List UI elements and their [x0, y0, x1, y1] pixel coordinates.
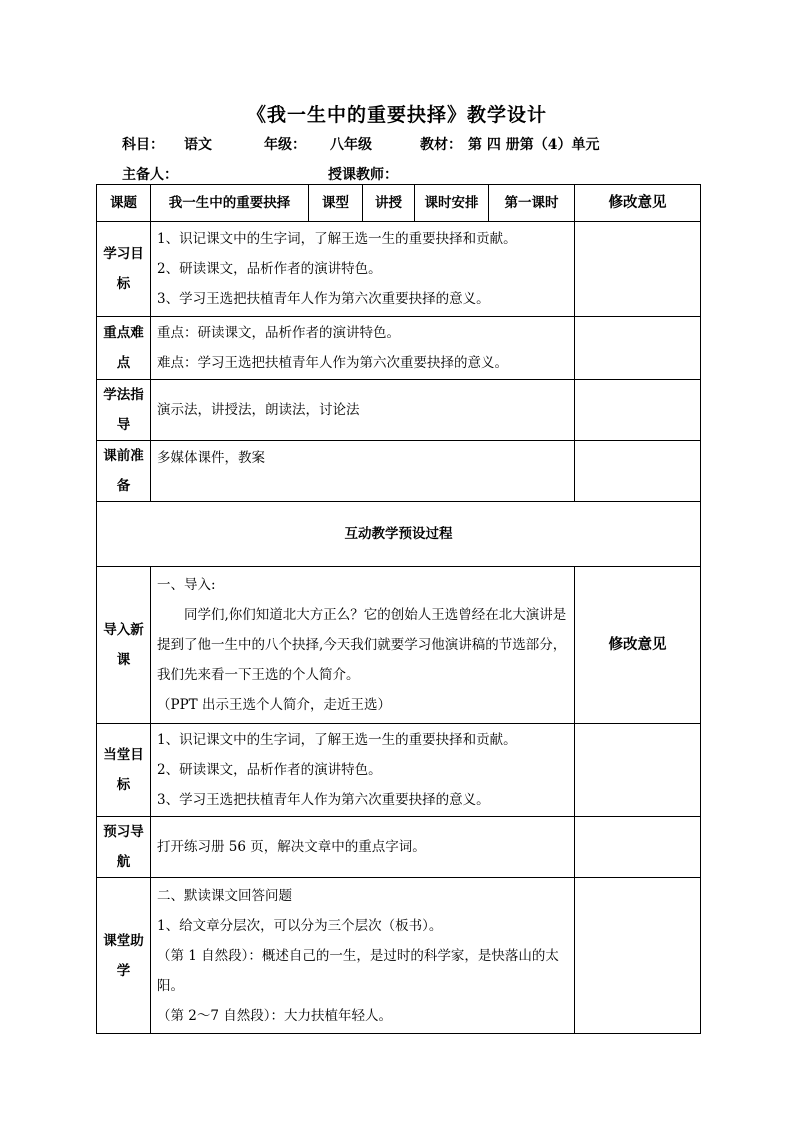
objectives-content	[151, 222, 575, 317]
teacher-label: 授课教师：	[328, 167, 398, 183]
intro-heading: 一、导入:	[157, 577, 216, 593]
schedule-value: 第一课时	[489, 185, 575, 222]
objectives-label: 学习目标	[97, 222, 151, 317]
section-row	[97, 502, 701, 567]
assist-line: 1、给文章分层次，可以分为三个层次（板书）。	[157, 917, 443, 934]
class-goals-revision-cell	[575, 724, 701, 817]
prep-label: 课前准备	[97, 441, 151, 502]
prep-row	[97, 441, 701, 502]
header-row	[97, 185, 701, 222]
topic-value: 我一生中的重要抉择	[151, 185, 309, 222]
class-goal-line: 2、研读课文，品析作者的演讲特色。	[157, 762, 382, 778]
section-title: 互动教学预设过程	[97, 502, 701, 567]
intro-revision-label: 修改意见	[575, 567, 701, 724]
assist-row	[97, 878, 701, 1034]
subject-value: 语文	[184, 137, 212, 153]
objectives-row	[97, 222, 701, 317]
key-points-revision-cell	[575, 317, 701, 380]
preview-label: 预习导航	[97, 817, 151, 878]
intro-note: （PPT 出示王选个人简介，走近王选）	[157, 697, 391, 713]
subject-label: 科目：	[122, 137, 164, 153]
class-goal-line: 3、学习王选把扶植青年人作为第六次重要抉择的意义。	[157, 792, 490, 808]
grade-label: 年级：	[264, 137, 306, 153]
preview-content: 打开练习册 56 页，解决文章中的重点字词。	[151, 817, 575, 878]
textbook-label: 教材：	[420, 137, 462, 153]
intro-content	[151, 567, 575, 724]
class-goal-line: 1、识记课文中的生字词，了解王选一生的重要抉择和贡献。	[157, 732, 517, 748]
document-title: 《我一生中的重要抉择》教学设计	[246, 104, 547, 126]
schedule-label: 课时安排	[415, 185, 489, 222]
assist-line: （第 1 自然段）：概述自己的一生，是过时的科学家，是快落山的太阳。	[157, 947, 559, 994]
key-point-line: 难点：学习王选把扶植青年人作为第六次重要抉择的意义。	[157, 355, 508, 371]
objective-line: 1、识记课文中的生字词，了解王选一生的重要抉择和贡献。	[157, 231, 517, 247]
revision-header: 修改意见	[575, 185, 701, 222]
objective-line: 2、研读课文，品析作者的演讲特色。	[157, 261, 382, 277]
intro-label: 导入新课	[97, 567, 151, 724]
assist-revision-cell	[575, 878, 701, 1034]
prep-content: 多媒体课件，教案	[151, 441, 575, 502]
lesson-type-label: 课型	[309, 185, 363, 222]
lesson-type-value: 讲授	[363, 185, 415, 222]
preview-revision-cell	[575, 817, 701, 878]
intro-paragraph: 同学们,你们知道北大方正么？它的创始人王选曾经在北大演讲是提到了他一生中的八个抉择,今天我们就要学习他演讲稿的节选部分，我们先来看一下王选的个人简介。	[157, 607, 567, 683]
preparer-label: 主备人：	[122, 167, 178, 183]
lesson-plan-table	[96, 184, 701, 1034]
key-points-content	[151, 317, 575, 380]
assist-content	[151, 878, 575, 1034]
class-goals-row	[97, 724, 701, 817]
objectives-revision-cell	[575, 222, 701, 317]
methods-content: 演示法，讲授法，朗读法，讨论法	[151, 380, 575, 441]
preview-row	[97, 817, 701, 878]
methods-row	[97, 380, 701, 441]
assist-line: 二、默读课文回答问题	[157, 887, 292, 904]
textbook-value: 第 四 册第（4）单元	[468, 137, 600, 153]
topic-label: 课题	[97, 185, 151, 222]
class-goals-content	[151, 724, 575, 817]
methods-revision-cell	[575, 380, 701, 441]
key-point-line: 重点：研读课文，品析作者的演讲特色。	[157, 325, 400, 341]
prep-revision-cell	[575, 441, 701, 502]
intro-row	[97, 567, 701, 724]
assist-line: （第 2～7 自然段）：大力扶植年轻人。	[157, 1007, 393, 1024]
objective-line: 3、学习王选把扶植青年人作为第六次重要抉择的意义。	[157, 291, 490, 307]
methods-label: 学法指导	[97, 380, 151, 441]
assist-label: 课堂助学	[97, 878, 151, 1034]
grade-value: 八年级	[330, 137, 372, 153]
key-points-row	[97, 317, 701, 380]
key-points-label: 重点难点	[97, 317, 151, 380]
class-goals-label: 当堂目标	[97, 724, 151, 817]
